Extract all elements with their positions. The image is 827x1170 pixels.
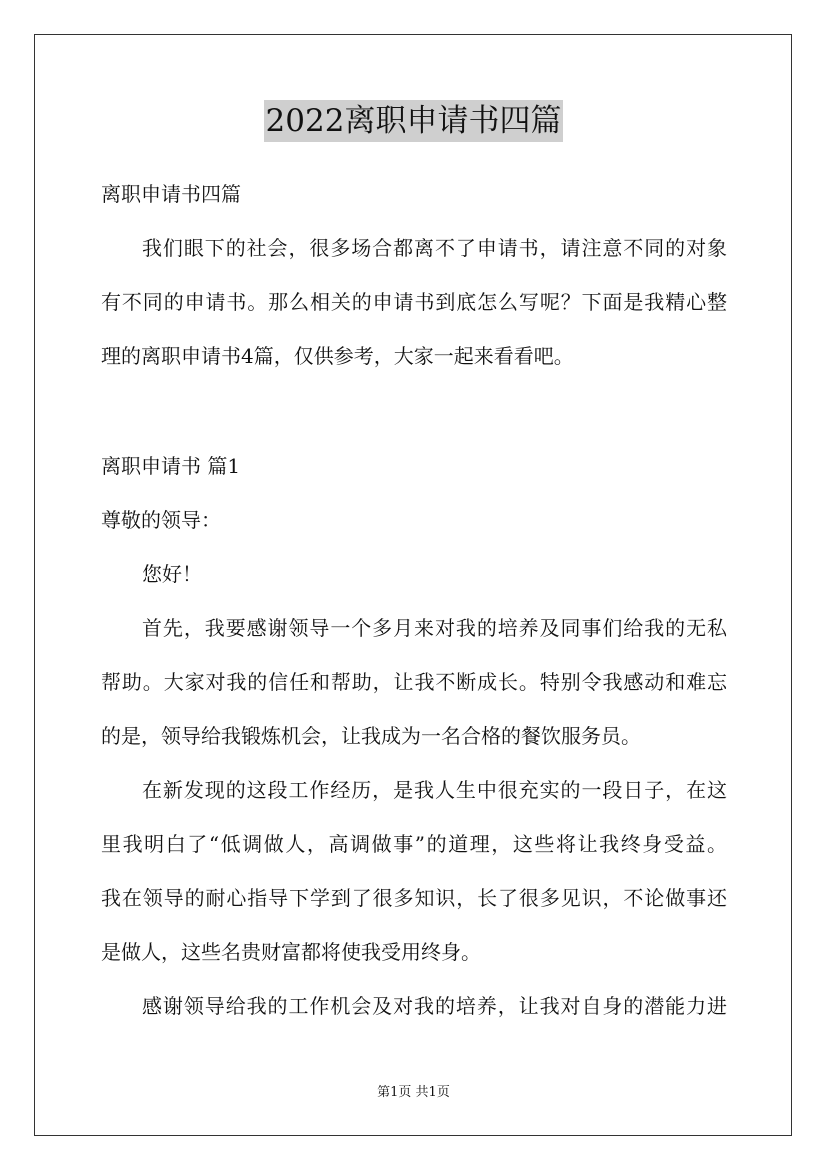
- document-title: 2022离职申请书四篇: [264, 100, 564, 142]
- salutation: 尊敬的领导：: [101, 508, 221, 532]
- section-heading: 离职申请书 篇1: [101, 454, 241, 478]
- paragraph-line: 的是，领导给我锻炼机会，让我成为一名合格的餐饮服务员。: [101, 724, 641, 748]
- paragraph-line: 理的离职申请书4篇，仅供参考，大家一起来看看吧。: [101, 344, 574, 368]
- subtitle-line: 离职申请书四篇: [101, 182, 241, 206]
- paragraph-line: 在新发现的这段工作经历，是我人生中很充实的一段日子，在这: [142, 778, 727, 802]
- paragraph-line: 我在领导的耐心指导下学到了很多知识，长了很多见识，不论做事还: [101, 886, 727, 910]
- paragraph-line: 帮助。大家对我的信任和帮助，让我不断成长。特别令我感动和难忘: [101, 670, 727, 694]
- paragraph-line: 我们眼下的社会，很多场合都离不了申请书，请注意不同的对象: [142, 236, 727, 260]
- paragraph-line: 里我明白了“低调做人，高调做事”的道理，这些将让我终身受益。: [101, 832, 727, 856]
- paragraph-line: 有不同的申请书。那么相关的申请书到底怎么写呢？下面是我精心整: [101, 290, 727, 314]
- greeting: 您好！: [142, 562, 202, 586]
- paragraph-line: 感谢领导给我的工作机会及对我的培养，让我对自身的潜能力进: [142, 994, 727, 1018]
- page-footer: 第1页 共1页: [377, 1085, 450, 1100]
- paragraph-line: 是做人，这些名贵财富都将使我受用终身。: [101, 940, 481, 964]
- title-container: [0, 100, 827, 142]
- paragraph-line: 首先，我要感谢领导一个多月来对我的培养及同事们给我的无私: [142, 616, 727, 640]
